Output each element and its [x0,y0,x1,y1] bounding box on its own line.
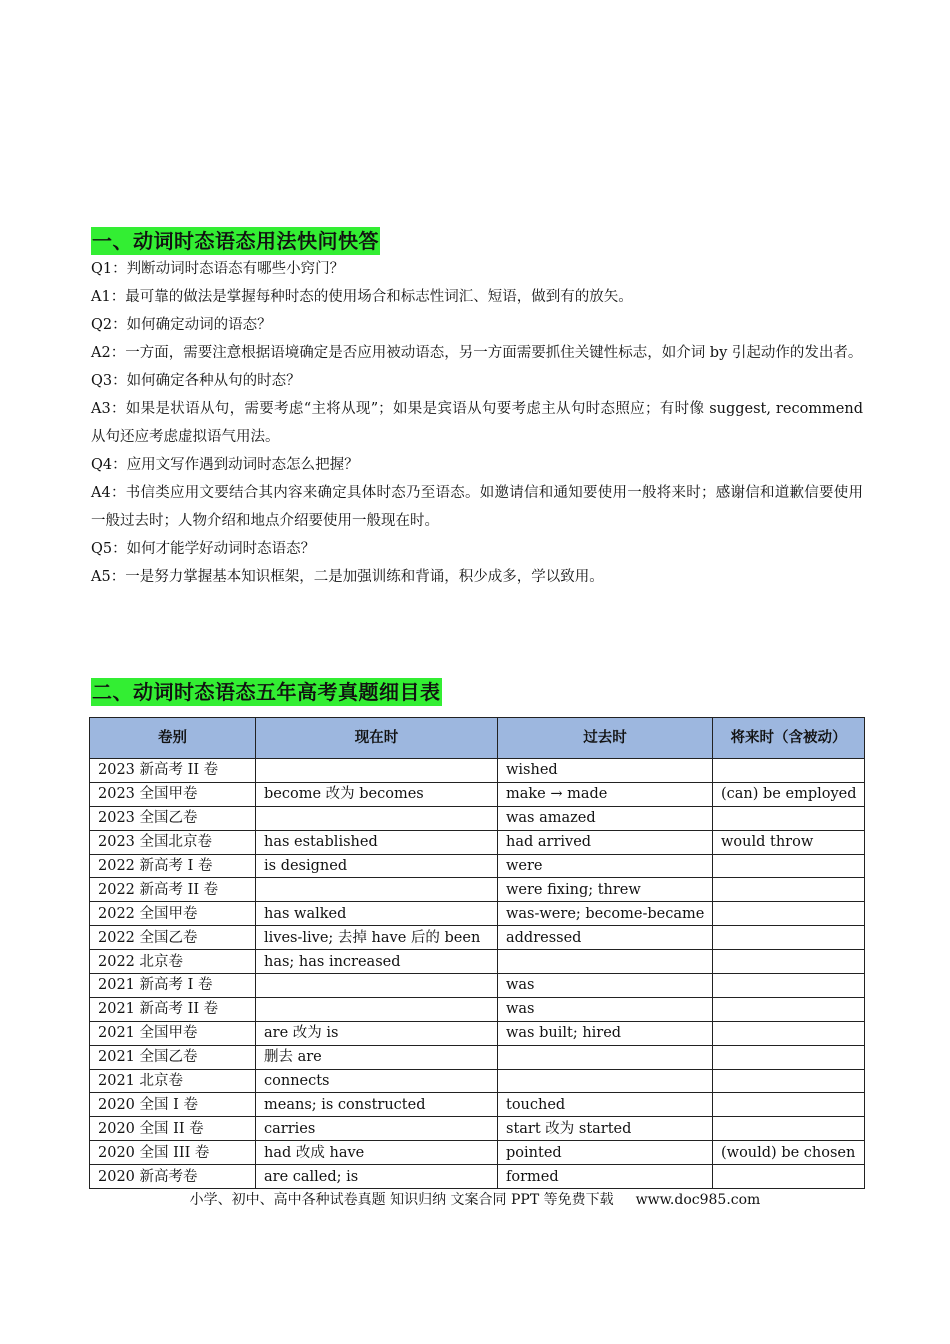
table-row [90,782,865,806]
cell-past: pointed [498,1141,713,1165]
cell-paper: 2021 全国乙卷 [90,1045,256,1069]
section-title-qa: 一、动词时态语态用法快问快答 [92,229,379,253]
cell-present: means; is constructed [256,1093,498,1117]
cell-paper: 2022 新高考 II 卷 [90,878,256,902]
cell-future [713,759,865,783]
cell-past [498,1069,713,1093]
header-future-tense: 将来时（含被动） [713,718,865,759]
cell-future [713,902,865,926]
qa-paragraph: A4：书信类应用文要结合其内容来确定具体时态乃至语态。如邀请信和通知要使用一般将来时；感谢信和道歉信要使用一般过去时；人物介绍和地点介绍要使用一般现在时。 [91,485,863,529]
cell-past [498,950,713,974]
cell-past: had arrived [498,830,713,854]
cell-paper: 2021 新高考 II 卷 [90,997,256,1021]
cell-present: carries [256,1117,498,1141]
table-row [90,974,865,998]
qa-paragraph: A3：如果是状语从句，需要考虑“主将从现”；如果是宾语从句要考虑主从句时态照应；有时像 suggest, recommend 从句还应考虑虚拟语气用法。 [91,401,863,445]
table-row [90,902,865,926]
footer-url: www.doc985.com [635,1192,761,1208]
cell-paper: 2020 全国 I 卷 [90,1093,256,1117]
qa-paragraph: A5：一是努力掌握基本知识框架，二是加强训练和背诵，积少成多，学以致用。 [91,569,604,585]
table-row [90,878,865,902]
table-row [90,1117,865,1141]
cell-present [256,806,498,830]
qa-block [91,255,863,591]
cell-past: was built; hired [498,1021,713,1045]
cell-paper: 2021 全国甲卷 [90,1021,256,1045]
cell-present: has; has increased [256,950,498,974]
cell-future [713,1069,865,1093]
cell-paper: 2020 全国 III 卷 [90,1141,256,1165]
cell-paper: 2020 新高考卷 [90,1165,256,1189]
table-row [90,1045,865,1069]
table-row [90,950,865,974]
cell-present [256,759,498,783]
cell-future [713,974,865,998]
cell-future [713,1117,865,1141]
cell-past: was amazed [498,806,713,830]
cell-paper: 2021 北京卷 [90,1069,256,1093]
cell-future: (would) be chosen [713,1141,865,1165]
cell-paper: 2023 新高考 II 卷 [90,759,256,783]
cell-present: lives-live; 去掉 have 后的 been [256,926,498,950]
cell-future [713,950,865,974]
cell-paper: 2022 新高考 I 卷 [90,854,256,878]
cell-present: connects [256,1069,498,1093]
cell-past: were fixing; threw [498,878,713,902]
cell-future [713,806,865,830]
cell-present: has walked [256,902,498,926]
cell-past: make → made [498,782,713,806]
table-body [90,759,865,1189]
qa-paragraph: Q2：如何确定动词的语态？ [91,317,272,333]
cell-past: was [498,997,713,1021]
cell-paper: 2023 全国北京卷 [90,830,256,854]
cell-future [713,854,865,878]
table-row [90,830,865,854]
exam-detail-table [89,717,865,1189]
header-paper: 卷别 [90,718,256,759]
cell-present: 删去 are [256,1045,498,1069]
cell-future [713,926,865,950]
cell-future [713,1021,865,1045]
cell-future [713,1165,865,1189]
cell-paper: 2023 全国乙卷 [90,806,256,830]
cell-paper: 2022 全国乙卷 [90,926,256,950]
cell-future [713,878,865,902]
table-row [90,854,865,878]
footer-text: 小学、初中、高中各种试卷真题 知识归纳 文案合同 PPT 等免费下载 [189,1192,614,1208]
cell-past: was-were; become-became [498,902,713,926]
cell-present [256,974,498,998]
table-row [90,1165,865,1189]
cell-past [498,1045,713,1069]
qa-paragraph: A2：一方面，需要注意根据语境确定是否应用被动语态，另一方面需要抓住关键性标志，如介词 by 引起动作的发出者。 [91,345,863,361]
cell-present: had 改成 have [256,1141,498,1165]
cell-future: would throw [713,830,865,854]
qa-paragraph: Q4：应用文写作遇到动词时态怎么把握？ [91,457,359,473]
cell-past: were [498,854,713,878]
section-title-table: 二、动词时态语态五年高考真题细目表 [92,680,441,704]
cell-past: addressed [498,926,713,950]
cell-past: start 改为 started [498,1117,713,1141]
cell-present [256,878,498,902]
table-row [90,1069,865,1093]
qa-paragraph: Q3：如何确定各种从句的时态？ [91,373,301,389]
table-row [90,1021,865,1045]
cell-paper: 2023 全国甲卷 [90,782,256,806]
table-row [90,1141,865,1165]
cell-present: are 改为 is [256,1021,498,1045]
cell-present: has established [256,830,498,854]
cell-paper: 2021 新高考 I 卷 [90,974,256,998]
cell-past: touched [498,1093,713,1117]
header-past-tense: 过去时 [498,718,713,759]
cell-future: (can) be employed [713,782,865,806]
qa-paragraph: Q5：如何才能学好动词时态语态？ [91,541,316,557]
cell-past: formed [498,1165,713,1189]
page-footer [0,1190,950,1210]
cell-past: wished [498,759,713,783]
cell-paper: 2022 全国甲卷 [90,902,256,926]
cell-future [713,997,865,1021]
cell-paper: 2022 北京卷 [90,950,256,974]
table-row [90,997,865,1021]
cell-future [713,1093,865,1117]
table-header-row [90,718,865,759]
cell-present: become 改为 becomes [256,782,498,806]
header-present-tense: 现在时 [256,718,498,759]
cell-future [713,1045,865,1069]
qa-paragraph: Q1：判断动词时态语态有哪些小窍门？ [91,261,345,277]
cell-present [256,997,498,1021]
cell-past: was [498,974,713,998]
table-row [90,806,865,830]
cell-paper: 2020 全国 II 卷 [90,1117,256,1141]
qa-paragraph: A1：最可靠的做法是掌握每种时态的使用场合和标志性词汇、短语，做到有的放矢。 [91,289,633,305]
cell-present: is designed [256,854,498,878]
table-row [90,1093,865,1117]
table-row [90,926,865,950]
table-row [90,759,865,783]
cell-present: are called; is [256,1165,498,1189]
